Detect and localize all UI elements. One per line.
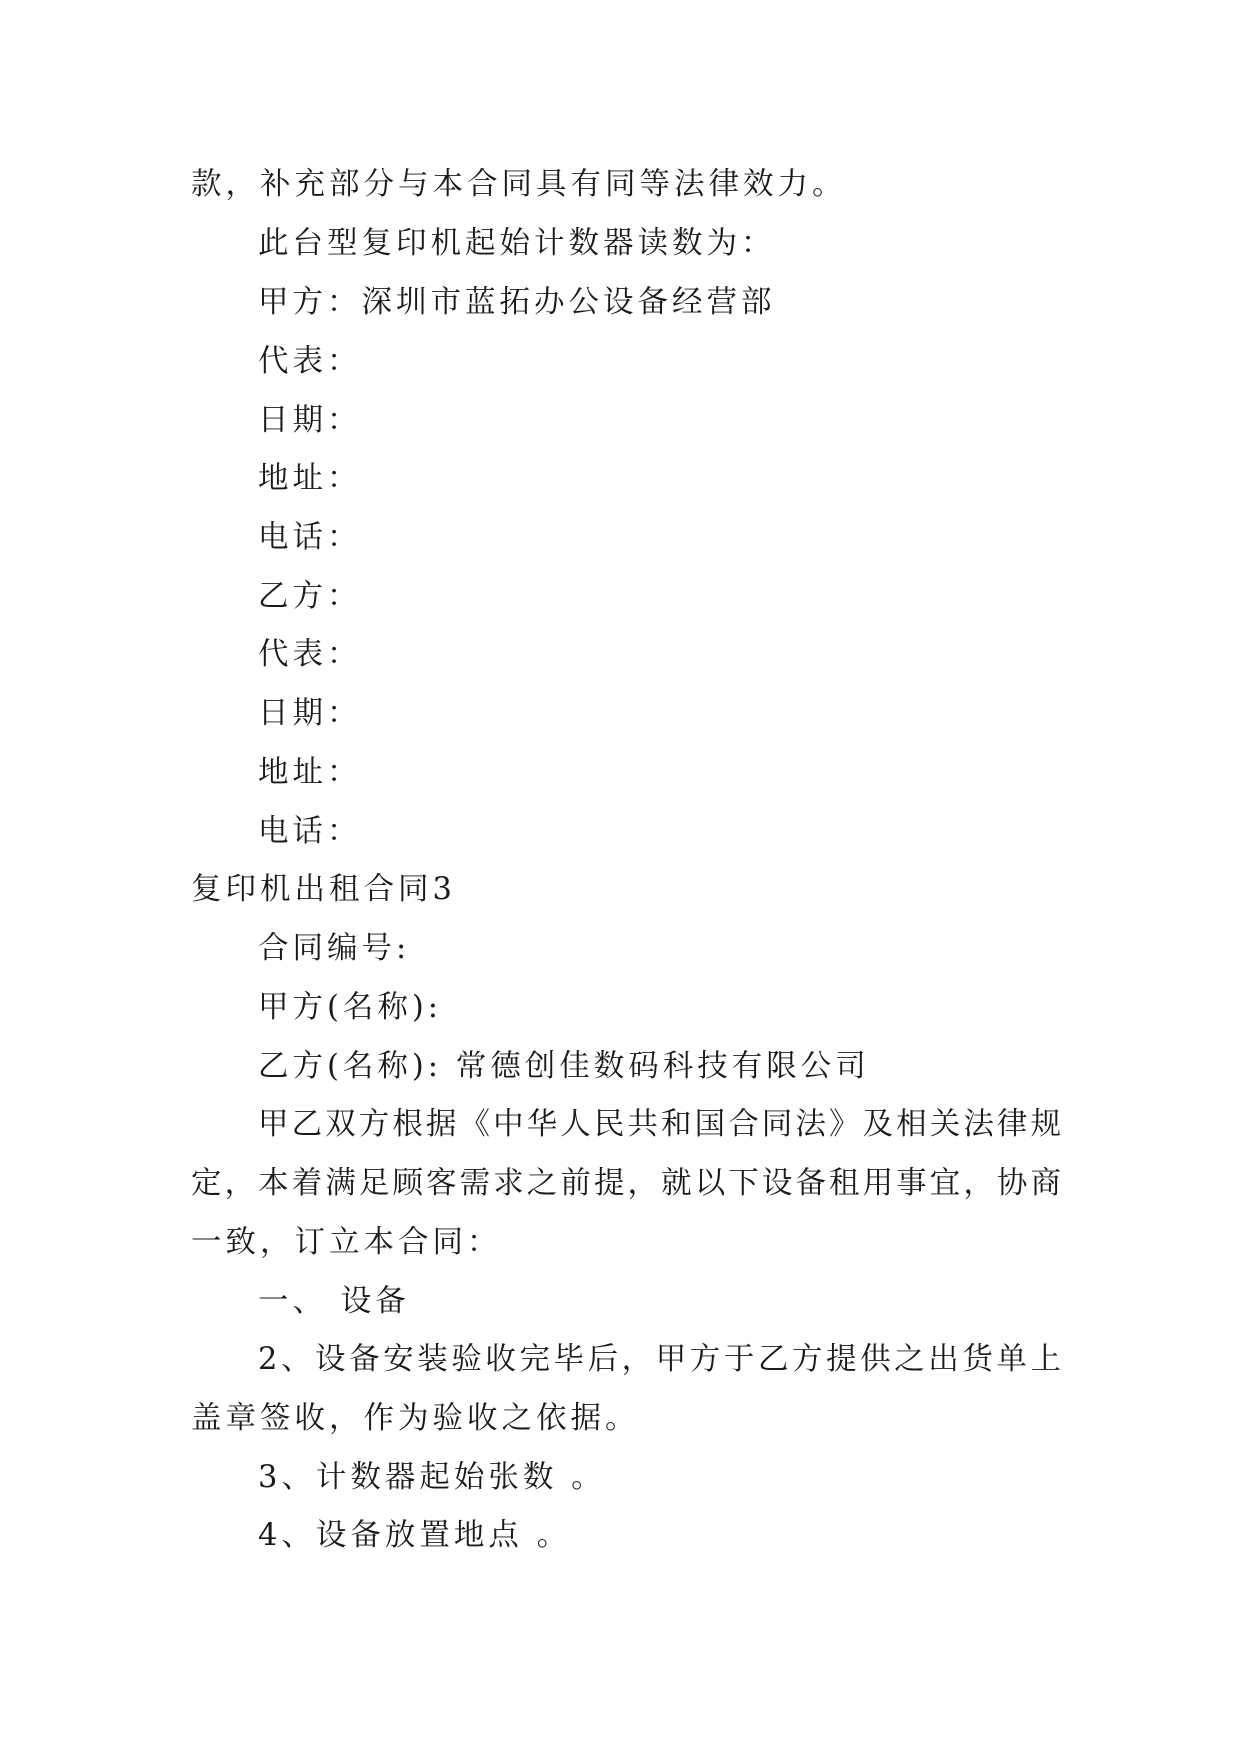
text-line: 一致，订立本合同：	[191, 1225, 502, 1260]
text-line: 地址：	[258, 461, 362, 496]
text-line: 此台型复印机起始计数器读数为：	[258, 226, 776, 261]
text-line: 日期：	[258, 696, 362, 731]
text-line: 乙方：	[258, 579, 362, 614]
section-heading: 复印机出租合同3	[191, 872, 456, 907]
text-line: 地址：	[258, 755, 362, 790]
text-line: 款，补充部分与本合同具有同等法律效力。	[191, 167, 847, 202]
text-line: 3、计数器起始张数 。	[258, 1460, 606, 1495]
text-line: 电话：	[258, 814, 362, 849]
text-line: 甲方(名称):	[258, 990, 443, 1025]
text-line: 甲方：深圳市蓝拓办公设备经营部	[258, 285, 776, 320]
text-line: 4、设备放置地点 。	[258, 1518, 572, 1553]
text-line: 一、 设备	[258, 1284, 410, 1319]
text-line: 盖章签收，作为验收之依据。	[191, 1401, 640, 1436]
text-line: 代表：	[258, 637, 362, 672]
text-line: 乙方(名称): 常德创佳数码科技有限公司	[258, 1049, 870, 1084]
text-line: 甲乙双方根据《中华人民共和国合同法》及相关法律规	[258, 1107, 1061, 1142]
text-line: 定，本着满足顾客需求之前提，就以下设备租用事宜，协商	[191, 1166, 1061, 1201]
text-line: 电话：	[258, 520, 362, 555]
text-line: 2、设备安装验收完毕后，甲方于乙方提供之出货单上	[258, 1342, 1061, 1377]
text-line: 合同编号:	[258, 931, 411, 966]
text-line: 日期：	[258, 403, 362, 438]
text-line: 代表：	[258, 344, 362, 379]
